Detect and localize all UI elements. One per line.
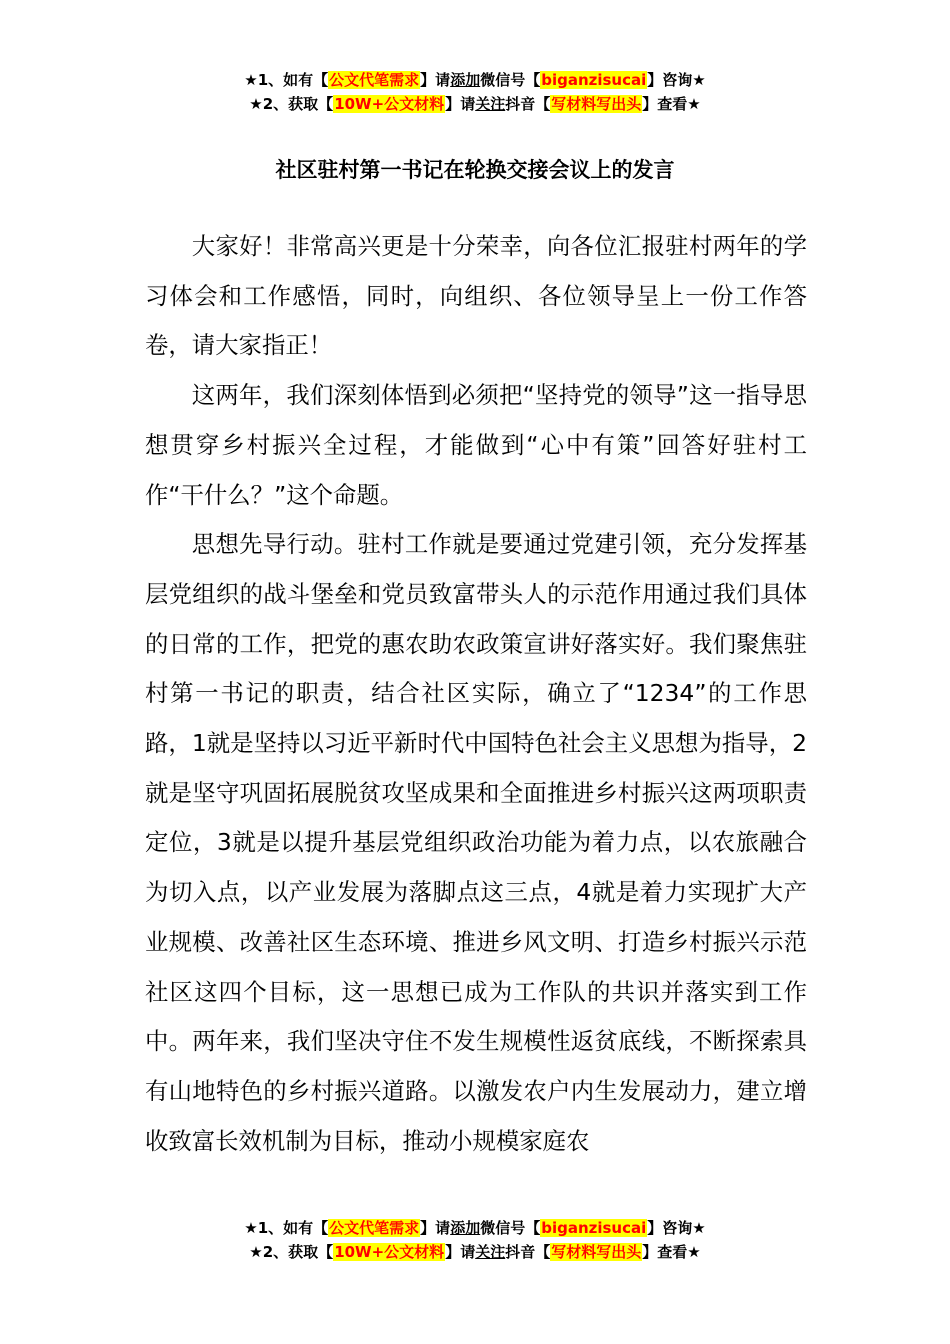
promo-underlined-add: 添加 [450, 1219, 481, 1237]
promo-text: 】请 [420, 71, 451, 89]
promo-text: 】请 [445, 1243, 476, 1261]
promo-highlight-wechat-id: biganzisucai [541, 1219, 647, 1237]
promo-highlight-service: 公文代笔需求 [329, 1219, 420, 1237]
promo-underlined-follow: 关注 [475, 1243, 506, 1261]
promo-underlined-add: 添加 [450, 71, 481, 89]
footer-promo-banner [0, 1216, 950, 1264]
promo-text: ★2、获取【 [249, 95, 334, 113]
promo-highlight-douyin-id: 写材料写出头 [551, 1243, 642, 1261]
promo-line-1 [0, 1216, 950, 1240]
promo-text: 微信号【 [480, 1219, 541, 1237]
paragraph: 这两年，我们深刻体悟到必须把“坚持党的领导”这一指导思想贯穿乡村振兴全过程，才能做到“心中有策”回答好驻村工作“干什么？”这个命题。 [145, 381, 807, 509]
document-title: 社区驻村第一书记在轮换交接会议上的发言 [275, 158, 675, 182]
promo-underlined-follow: 关注 [475, 95, 506, 113]
promo-highlight-service: 公文代笔需求 [329, 71, 420, 89]
promo-text: 抖音【 [505, 95, 551, 113]
promo-text: 】查看★ [642, 1243, 701, 1261]
paragraph: 大家好！非常高兴更是十分荣幸，向各位汇报驻村两年的学习体会和工作感悟，同时，向组织、各位领导呈上一份工作答卷，请大家指正！ [145, 232, 807, 360]
promo-text: ★1、如有【 [244, 71, 329, 89]
promo-text: 】咨询★ [647, 1219, 706, 1237]
promo-line-2 [0, 1240, 950, 1264]
promo-text: 抖音【 [505, 1243, 551, 1261]
promo-line-2 [0, 92, 950, 116]
promo-text: ★2、获取【 [249, 1243, 334, 1261]
promo-text: 微信号【 [480, 71, 541, 89]
paragraph: 思想先导行动。驻村工作就是要通过党建引领，充分发挥基层党组织的战斗堡垒和党员致富带头人的示范作用通过我们具体的日常的工作，把党的惠农助农政策宣讲好落实好。我们聚焦驻村第一书记的职责，结合社区实际，确立了“1234”的工作思路，1就是坚持以习近平新时代中国特色社会主义思想为指导，2就是坚守巩固拓展脱贫攻坚成果和全面推进乡村振兴这两项职责定位，3就是以提升基层党组织政治功能为着力点，以农旅融合为切入点，以产业发展为落脚点这三点，4就是着力实现扩大产业规模、改善社区生态环境、推进乡风文明、打造乡村振兴示范社区这四个目标，这一思想已成为工作队的共识并落实到工作中。两年来，我们坚决守住不发生规模性返贫底线，不断探索具有山地特色的乡村振兴道路。以激发农户内生发展动力，建立增收致富长效机制为目标，推动小规模家庭农 [145, 530, 807, 1155]
promo-text: 】请 [420, 1219, 451, 1237]
promo-text: 】咨询★ [647, 71, 706, 89]
promo-highlight-wechat-id: biganzisucai [541, 71, 647, 89]
promo-text: 】请 [445, 95, 476, 113]
promo-highlight-douyin-id: 写材料写出头 [551, 95, 642, 113]
promo-line-1 [0, 68, 950, 92]
header-promo-banner [0, 68, 950, 116]
promo-highlight-materials: 10W+公文材料 [334, 1243, 445, 1261]
promo-text: 】查看★ [642, 95, 701, 113]
promo-text: ★1、如有【 [244, 1219, 329, 1237]
document-body [145, 222, 807, 1166]
promo-highlight-materials: 10W+公文材料 [334, 95, 445, 113]
